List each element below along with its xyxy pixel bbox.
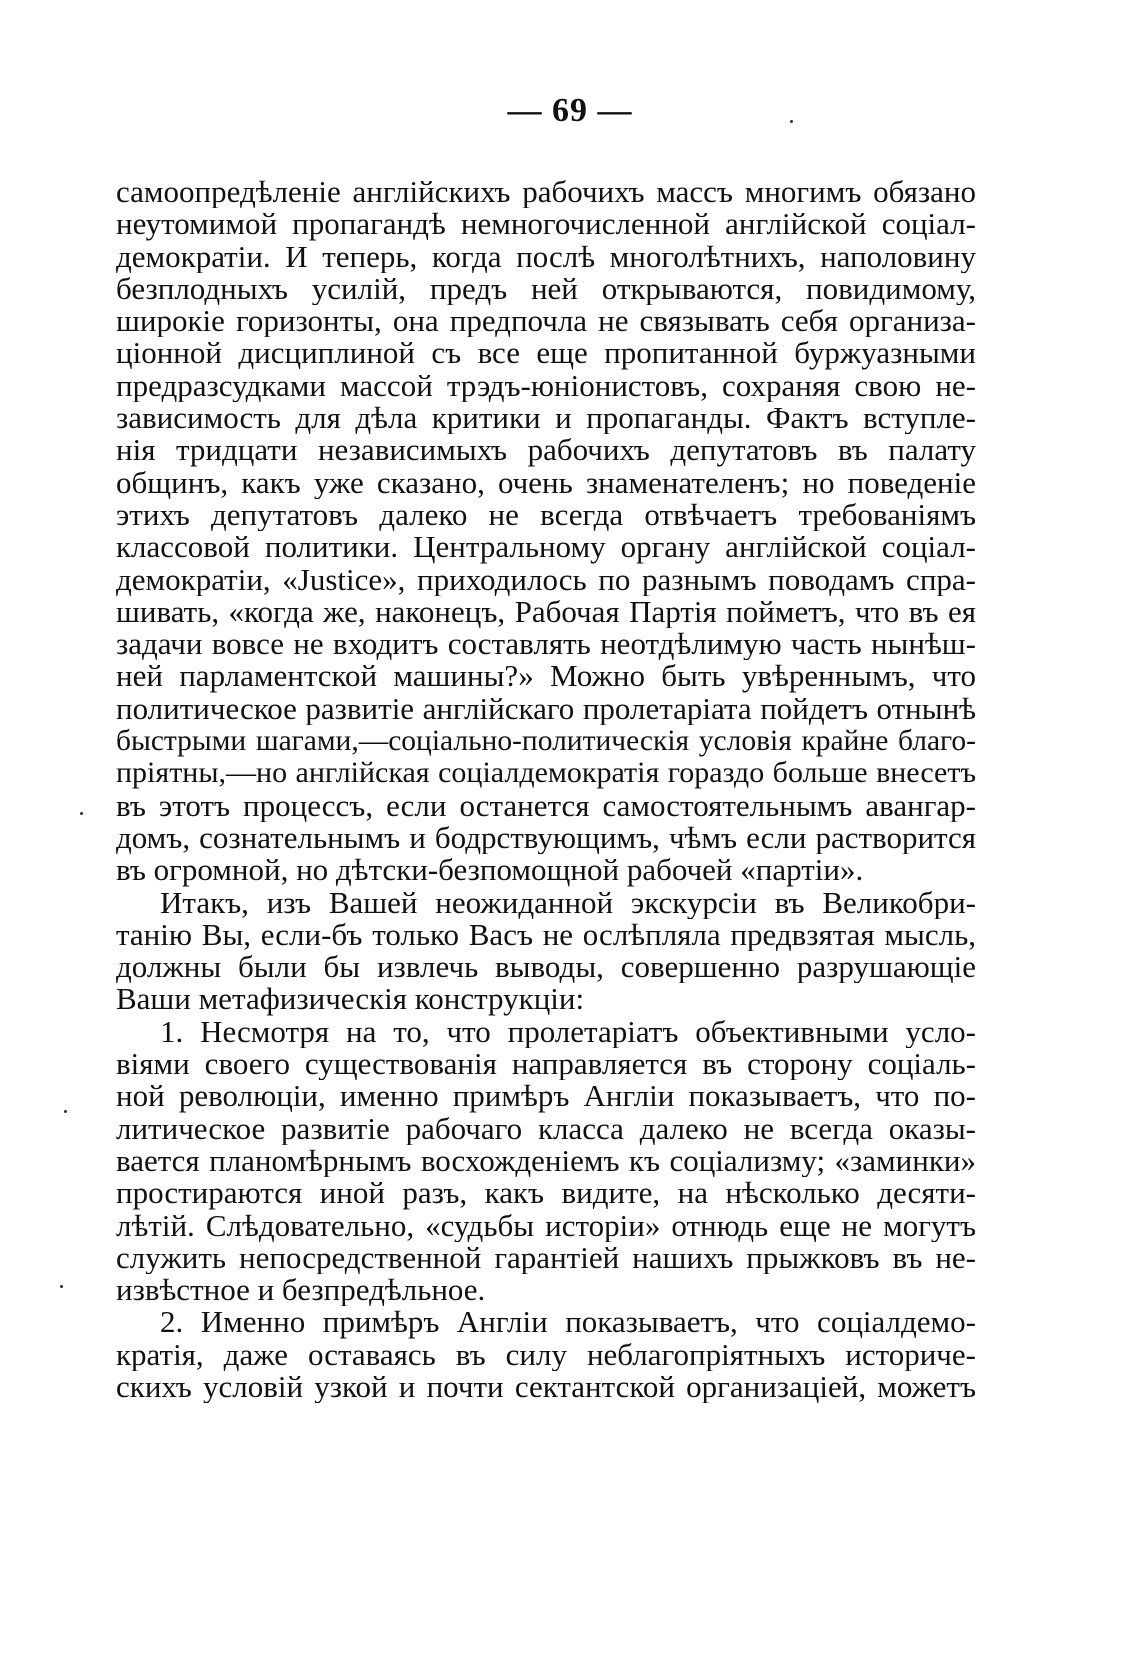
text-line: скихъ условій узкой и почти сектантской организаціей, можетъ <box>116 1370 976 1404</box>
text-line: пріятны,—но англійская соціалдемократія гораздо больше внесетъ <box>116 757 976 790</box>
text-line: шивать, «когда же, наконецъ, Рабочая Партія пойметъ, что въ ея <box>116 595 976 629</box>
text-line: литическое развитіе рабочаго класса далеко не всегда оказы- <box>116 1112 976 1145</box>
body-text <box>116 176 976 1403</box>
text-line: классовой политики. Центральному органу англійской соціал- <box>116 531 976 564</box>
text-line: въ огромной, но дѣтски-безпомощной рабочей «партіи». <box>116 854 864 887</box>
print-speck <box>80 812 83 815</box>
text-line: домъ, сознательнымъ и бодрствующимъ, чѣмъ если растворится <box>116 821 976 855</box>
text-line: должны были бы извлечь выводы, совершенно разрушающіе <box>116 951 976 984</box>
text-line: вается планомѣрнымъ восхожденіемъ къ соціализму; «заминки» <box>116 1144 976 1178</box>
text-line: служить непосредственной гарантіей нашихъ прыжковъ въ не- <box>116 1241 976 1275</box>
text-line: общинъ, какъ уже сказано, очень знаменателенъ; но поведеніе <box>116 466 976 499</box>
text-line: широкіе горизонты, она предпочла не связывать себя организа- <box>116 305 976 338</box>
text-line: танію Вы, если-бъ только Васъ не ослѣпляла предвзятая мысль, <box>116 918 976 952</box>
text-line: 1. Несмотря на то, что пролетаріатъ объективными усло- <box>160 1015 976 1049</box>
text-line: демократіи, «Justice», приходилось по разнымъ поводамъ спра- <box>116 563 976 596</box>
text-line: въ этотъ процессъ, если останется самостоятельнымъ авангар- <box>116 789 976 822</box>
text-line: віями своего существованія направляется въ сторону соціаль- <box>116 1048 976 1081</box>
print-speck <box>64 1110 67 1113</box>
text-line: извѣстное и безпредѣльное. <box>116 1274 486 1307</box>
text-line: политическое развитіе англійскаго пролетаріата пойдетъ отнынѣ <box>116 692 976 726</box>
text-line: безплодныхъ усилій, предъ ней открываются, повидимому, <box>116 272 976 306</box>
text-line: самоопредѣленіе англійскихъ рабочихъ массъ многимъ обязано <box>116 176 976 209</box>
text-line: неутомимой пропагандѣ немногочисленной англійской соціал- <box>116 208 976 241</box>
print-speck <box>790 120 793 123</box>
text-line: лѣтій. Слѣдовательно, «судьбы исторіи» отнюдь еще не могутъ <box>116 1209 976 1242</box>
text-line: ціонной дисциплиной съ все еще пропитанной буржуазными <box>116 337 976 370</box>
text-line: простираются иной разъ, какъ видите, на нѣсколько десяти- <box>116 1177 976 1210</box>
text-line: Ваши метафизическія конструкціи: <box>116 983 585 1016</box>
text-line: демократіи. И теперь, когда послѣ многолѣтнихъ, наполовину <box>116 240 976 273</box>
text-line: ней парламентской машины?» Можно быть увѣреннымъ, что <box>116 660 976 693</box>
text-line: предразсудками массой трэдъ-юніонистовъ, сохраняя свою не- <box>116 369 976 403</box>
print-speck <box>60 1285 63 1288</box>
text-line: зависимость для дѣла критики и пропаганды. Фактъ вступле- <box>116 402 976 435</box>
text-line: быстрыми шагами,—соціально-политическія условія крайне благо- <box>116 725 976 758</box>
text-line: этихъ депутатовъ далеко не всегда отвѣчаетъ требованіямъ <box>116 498 976 532</box>
text-line: Итакъ, изъ Вашей неожиданной экскурсіи въ Великобри- <box>160 886 976 919</box>
text-line: кратія, даже оставаясь въ силу неблагопріятныхъ историче- <box>116 1338 976 1371</box>
text-line: ной революціи, именно примѣръ Англіи показываетъ, что по- <box>116 1080 976 1113</box>
text-line: нія тридцати независимыхъ рабочихъ депутатовъ въ палату <box>116 434 976 467</box>
text-line: задачи вовсе не входитъ составлять неотдѣлимую часть нынѣш- <box>116 628 976 661</box>
text-line: 2. Именно примѣръ Англіи показываетъ, что соціалдемо- <box>160 1306 976 1339</box>
page-number: — 69 — <box>507 92 633 129</box>
